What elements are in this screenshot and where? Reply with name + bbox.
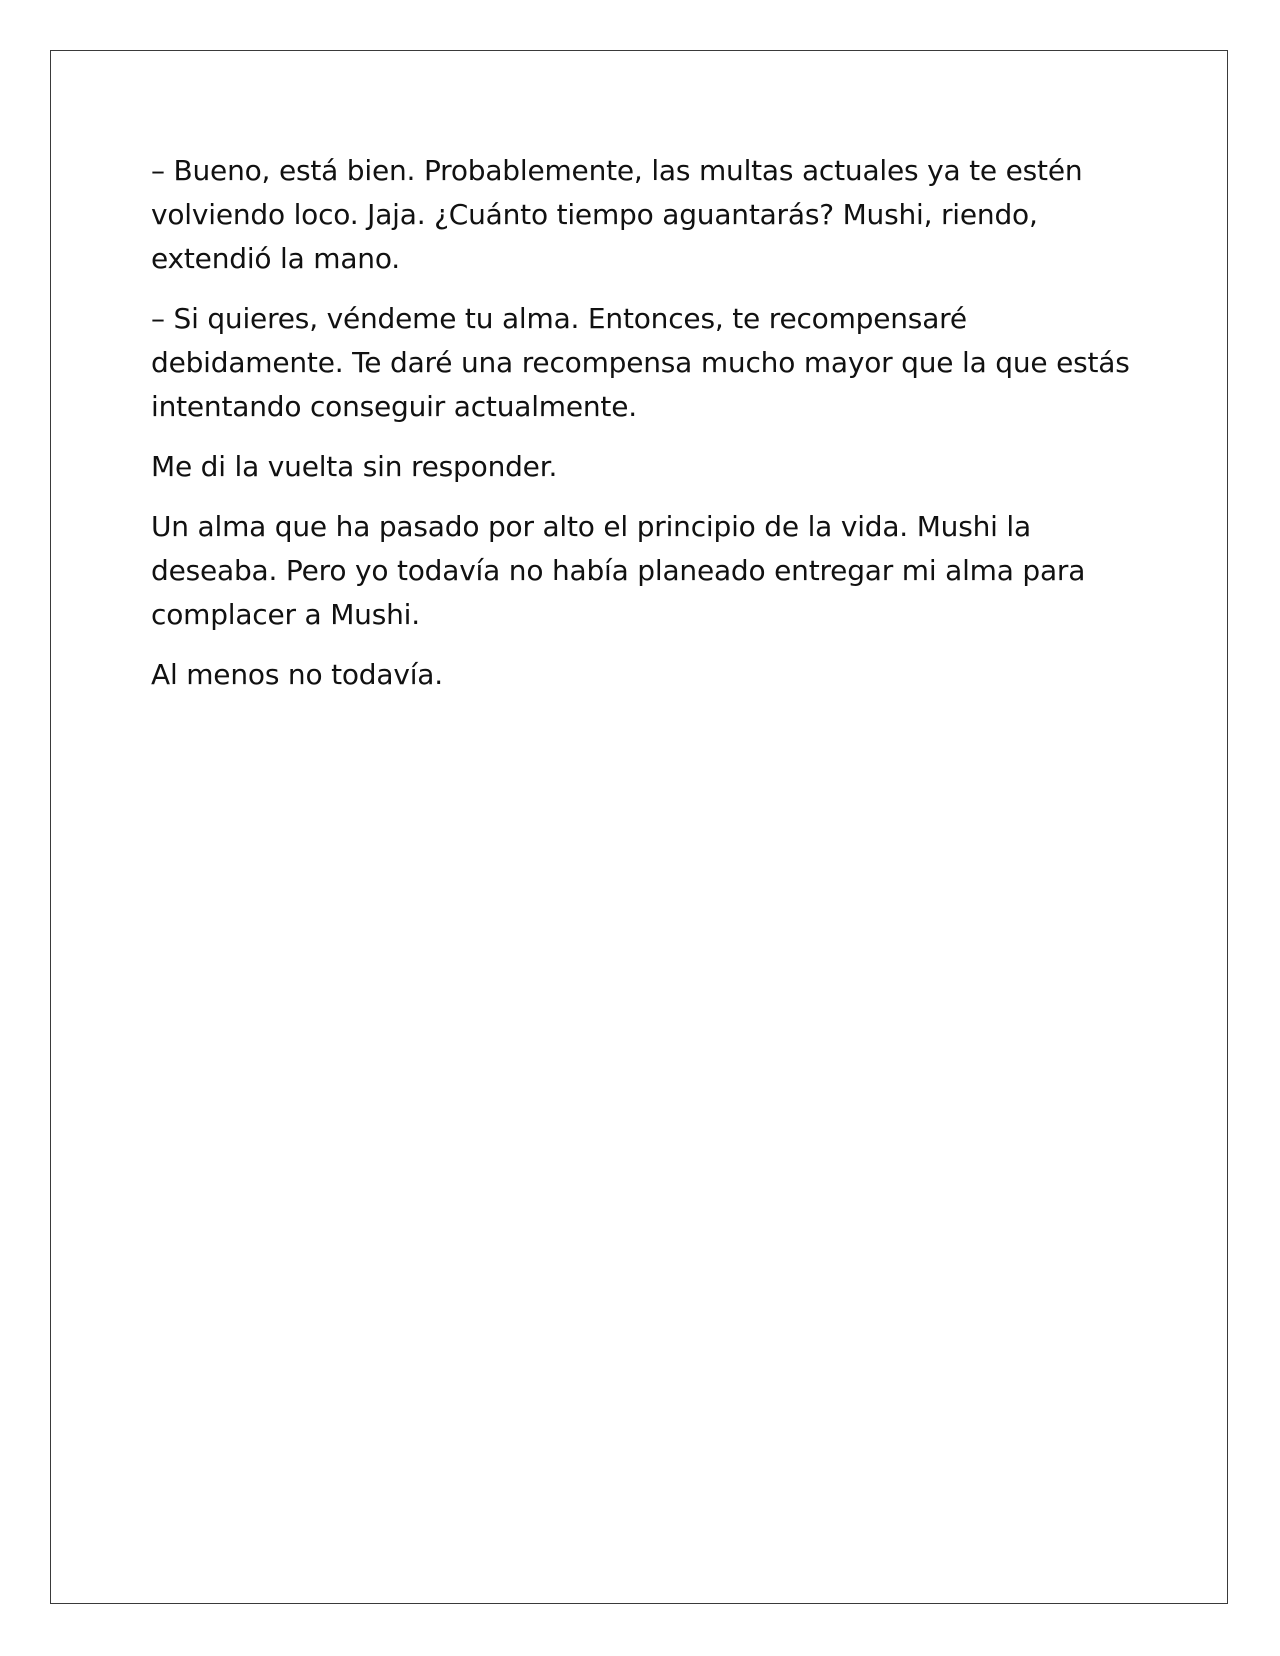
document-page bbox=[50, 50, 1228, 1604]
page-text-body bbox=[151, 149, 1151, 713]
paragraph-2: – Si quieres, véndeme tu alma. Entonces, te recompensaré debidamente. Te daré una recompensa mucho mayor que la que estás intentando conseguir actualmente. bbox=[151, 302, 1130, 423]
paragraph-4: Un alma que ha pasado por alto el principio de la vida. Mushi la deseaba. Pero yo todavía no había planeado entregar mi alma para complacer a Mushi. bbox=[151, 510, 1086, 631]
paragraph-3: Me di la vuelta sin responder. bbox=[151, 450, 558, 483]
paragraph-5: Al menos no todavía. bbox=[151, 658, 443, 691]
paragraph-1: – Bueno, está bien. Probablemente, las multas actuales ya te estén volviendo loco. Jaja. ¿Cuánto tiempo aguantarás? Mushi, riendo, extendió la mano. bbox=[151, 154, 1083, 275]
